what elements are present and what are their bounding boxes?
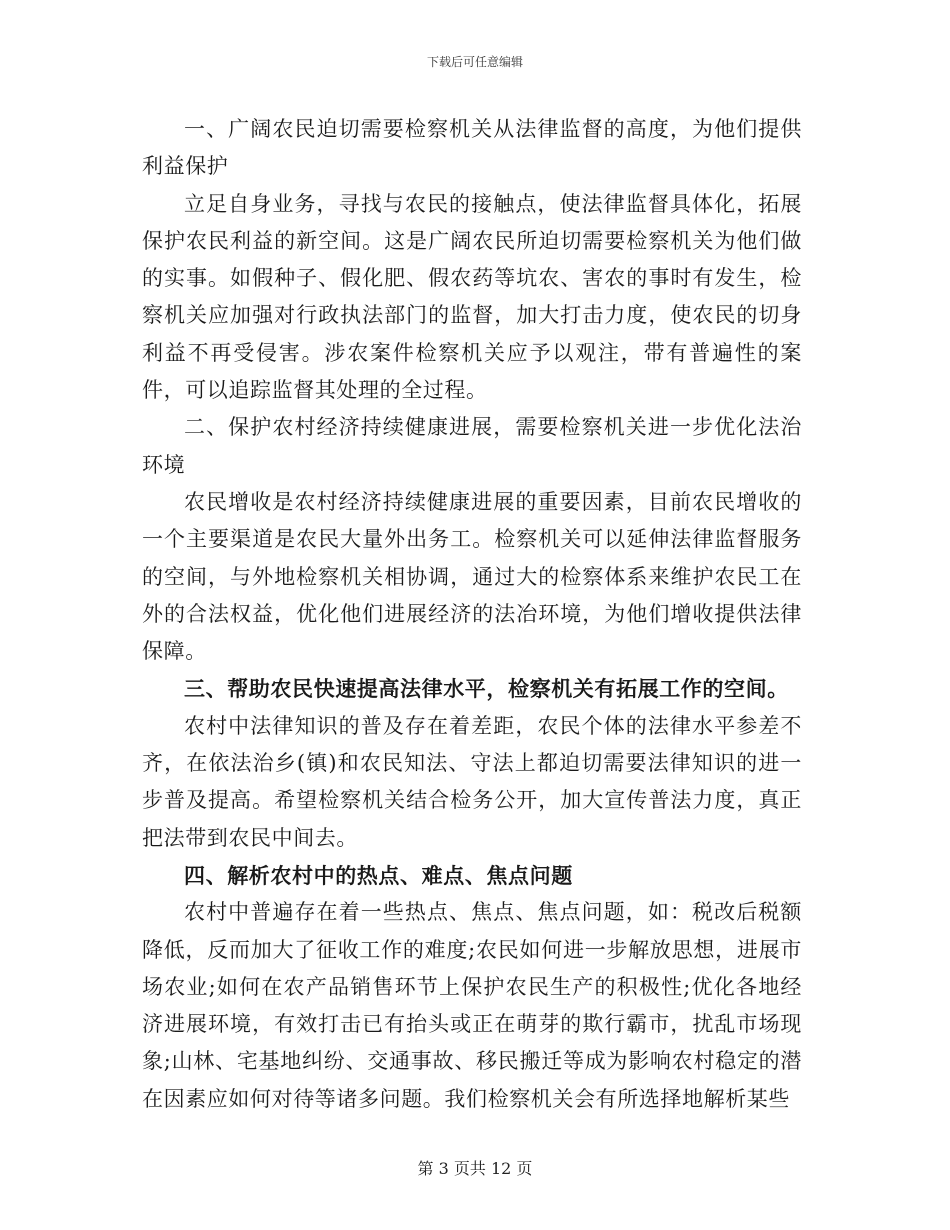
paragraph-3: 农村中法律知识的普及存在着差距，农民个体的法律水平参差不齐，在依法治乡(镇)和农民知法、守法上都迫切需要法律知识的进一步普及提高。希望检察机关结合检务公开，加大宣传普法力度，真正把法带到农民中间去。	[142, 713, 802, 850]
document-body	[142, 111, 802, 1118]
section-heading-3: 三、帮助农民快速提高法律水平，检察机关有拓展工作的空间。	[184, 676, 789, 702]
section-heading-1: 一、广阔农民迫切需要检察机关从法律监督的高度，为他们提供利益保护	[142, 117, 802, 179]
section-heading-4: 四、解析农村中的热点、难点、焦点问题	[184, 862, 573, 888]
page-header: 下载后可任意编辑	[426, 55, 523, 69]
paragraph-4: 农村中普遍存在着一些热点、焦点、焦点问题，如：税改后税额降低，反而加大了征收工作的难度;农民如何进一步解放思想，进展市场农业;如何在农产品销售环节上保护农民生产的积极性;优化各地经济进展环境，有效打击已有抬头或正在萌芽的欺行霸市，扰乱市场现象;山林、宅基地纠纷、交通事故、移民搬迁等成为影响农村稳定的潜在因素应如何对待等诸多问题。我们检察机关会有所选择地解析某些	[142, 900, 802, 1111]
section-heading-2: 二、保护农村经济持续健康进展，需要检察机关进一步优化法治环境	[142, 415, 802, 477]
paragraph-1: 立足自身业务，寻找与农民的接触点，使法律监督具体化，拓展保护农民利益的新空间。这是广阔农民所迫切需要检察机关为他们做的实事。如假种子、假化肥、假农药等坑农、害农的事时有发生，检察机关应加强对行政执法部门的监督，加大打击力度，使农民的切身利益不再受侵害。涉农案件检察机关应予以观注，带有普遍性的案件，可以追踪监督其处理的全过程。	[142, 191, 802, 403]
page-footer: 第 3 页共 12 页	[417, 1159, 533, 1178]
paragraph-2: 农民增收是农村经济持续健康进展的重要因素，目前农民增收的一个主要渠道是农民大量外出务工。检察机关可以延伸法律监督服务的空间，与外地检察机关相协调，通过大的检察体系来维护农民工在外的合法权益，优化他们进展经济的法冶环境，为他们增收提供法律保障。	[142, 489, 802, 664]
